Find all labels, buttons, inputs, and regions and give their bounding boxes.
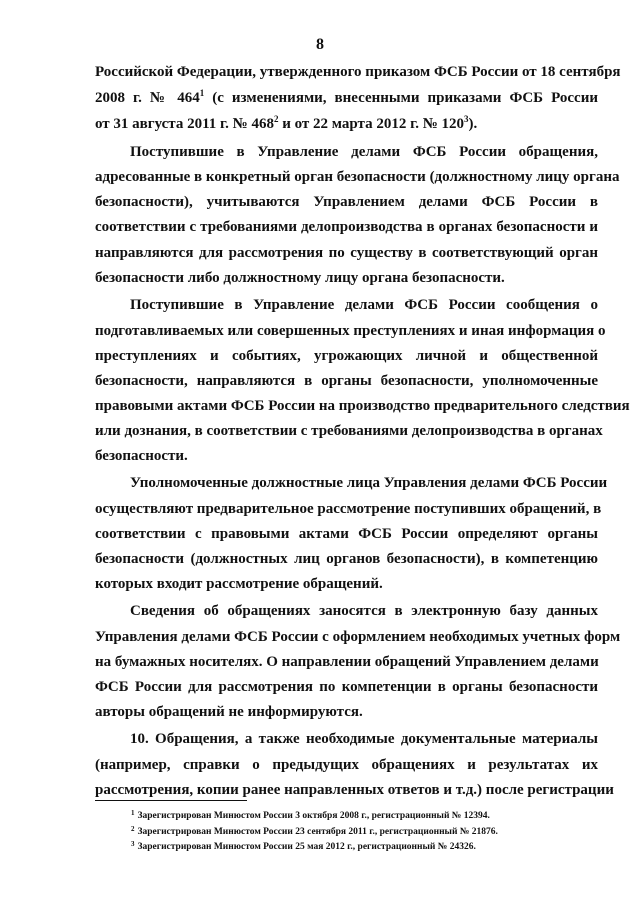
footnote-number: 2 bbox=[131, 825, 135, 833]
footnote-text: Зарегистрирован Минюстом России 3 октября 2008 г., регистрационный № 12394. bbox=[137, 811, 490, 821]
text-line: на бумажных носителях. О направлении обращений Управлением делами bbox=[95, 654, 599, 670]
text-line: или дознания, в соответствии с требованиями делопроизводства в органах bbox=[95, 423, 603, 439]
text-line: соответствии с требованиями делопроизводства в органах безопасности и bbox=[95, 219, 598, 235]
text-span: 2008 г. № 464 bbox=[95, 90, 200, 106]
text-line: рассмотрения, копии ранее направленных ответов и т.д.) после регистрации bbox=[95, 782, 614, 798]
footnote bbox=[131, 842, 476, 853]
text-line: Уполномоченные должностные лица Управления делами ФСБ России bbox=[130, 475, 608, 491]
text-line: Российской Федерации, утвержденного приказом ФСБ России от 18 сентября bbox=[95, 64, 621, 80]
text-line: ФСБ России для рассмотрения по компетенции в органы безопасности bbox=[95, 679, 598, 695]
text-span: и от 22 марта 2012 г. № 120 bbox=[278, 116, 465, 132]
text-line: Поступившие в Управление делами ФСБ России сообщения о bbox=[130, 297, 598, 313]
page-number: 8 bbox=[316, 36, 324, 53]
text-line: безопасности. bbox=[95, 448, 188, 464]
footnote-number: 3 bbox=[131, 840, 135, 848]
text-line: правовыми актами ФСБ России на производство предварительного следствия bbox=[95, 398, 630, 414]
text-line: направляются для рассмотрения по существу в соответствующий орган bbox=[95, 245, 598, 261]
text-line: Управления делами ФСБ России с оформлением необходимых учетных форм bbox=[95, 629, 621, 645]
text-line: которых входит рассмотрение обращений. bbox=[95, 576, 383, 592]
text-line: адресованные в конкретный орган безопасности (должностному лицу органа bbox=[95, 169, 620, 185]
footnote-divider bbox=[95, 800, 247, 801]
text-line: Сведения об обращениях заносятся в электронную базу данных bbox=[130, 603, 598, 619]
text-line bbox=[95, 89, 598, 108]
text-span: от 31 августа 2011 г. № 468 bbox=[95, 116, 274, 132]
footnote-number: 1 bbox=[131, 809, 135, 817]
text-line: авторы обращений не информируются. bbox=[95, 704, 363, 720]
text-line: безопасности либо должностному лицу органа безопасности. bbox=[95, 270, 505, 286]
text-line: безопасности, направляются в органы безопасности, уполномоченные bbox=[95, 373, 598, 389]
footnote-ref: 3 bbox=[464, 114, 469, 124]
text-line: осуществляют предварительное рассмотрение поступивших обращений, в bbox=[95, 501, 602, 517]
text-line: подготавливаемых или совершенных преступлениях и иная информация о bbox=[95, 323, 606, 339]
footnote bbox=[131, 811, 490, 822]
text-line: соответствии с правовыми актами ФСБ России определяют органы bbox=[95, 526, 598, 542]
footnote-ref: 2 bbox=[273, 114, 279, 124]
text-span: (с изменениями, внесенными приказами ФСБ России bbox=[204, 90, 598, 106]
text-span: ). bbox=[468, 116, 478, 132]
text-line bbox=[95, 115, 598, 134]
text-line: Поступившие в Управление делами ФСБ России обращения, bbox=[130, 144, 598, 160]
text-line: безопасности (должностных лиц органов безопасности), в компетенцию bbox=[95, 551, 598, 567]
footnote-text: Зарегистрирован Минюстом России 25 мая 2012 г., регистрационный № 24326. bbox=[137, 842, 476, 852]
text-line: преступлениях и событиях, угрожающих личной и общественной bbox=[95, 348, 598, 364]
text-line: 10. Обращения, а также необходимые документальные материалы bbox=[130, 731, 598, 747]
footnote bbox=[131, 827, 498, 838]
footnote-text: Зарегистрирован Минюстом России 23 сентября 2011 г., регистрационный № 21876. bbox=[137, 827, 498, 837]
text-line: (например, справки о предыдущих обращениях и результатах их bbox=[95, 757, 598, 773]
footnote-ref: 1 bbox=[199, 88, 205, 98]
text-line: безопасности), учитываются Управлением делами ФСБ России в bbox=[95, 194, 598, 210]
